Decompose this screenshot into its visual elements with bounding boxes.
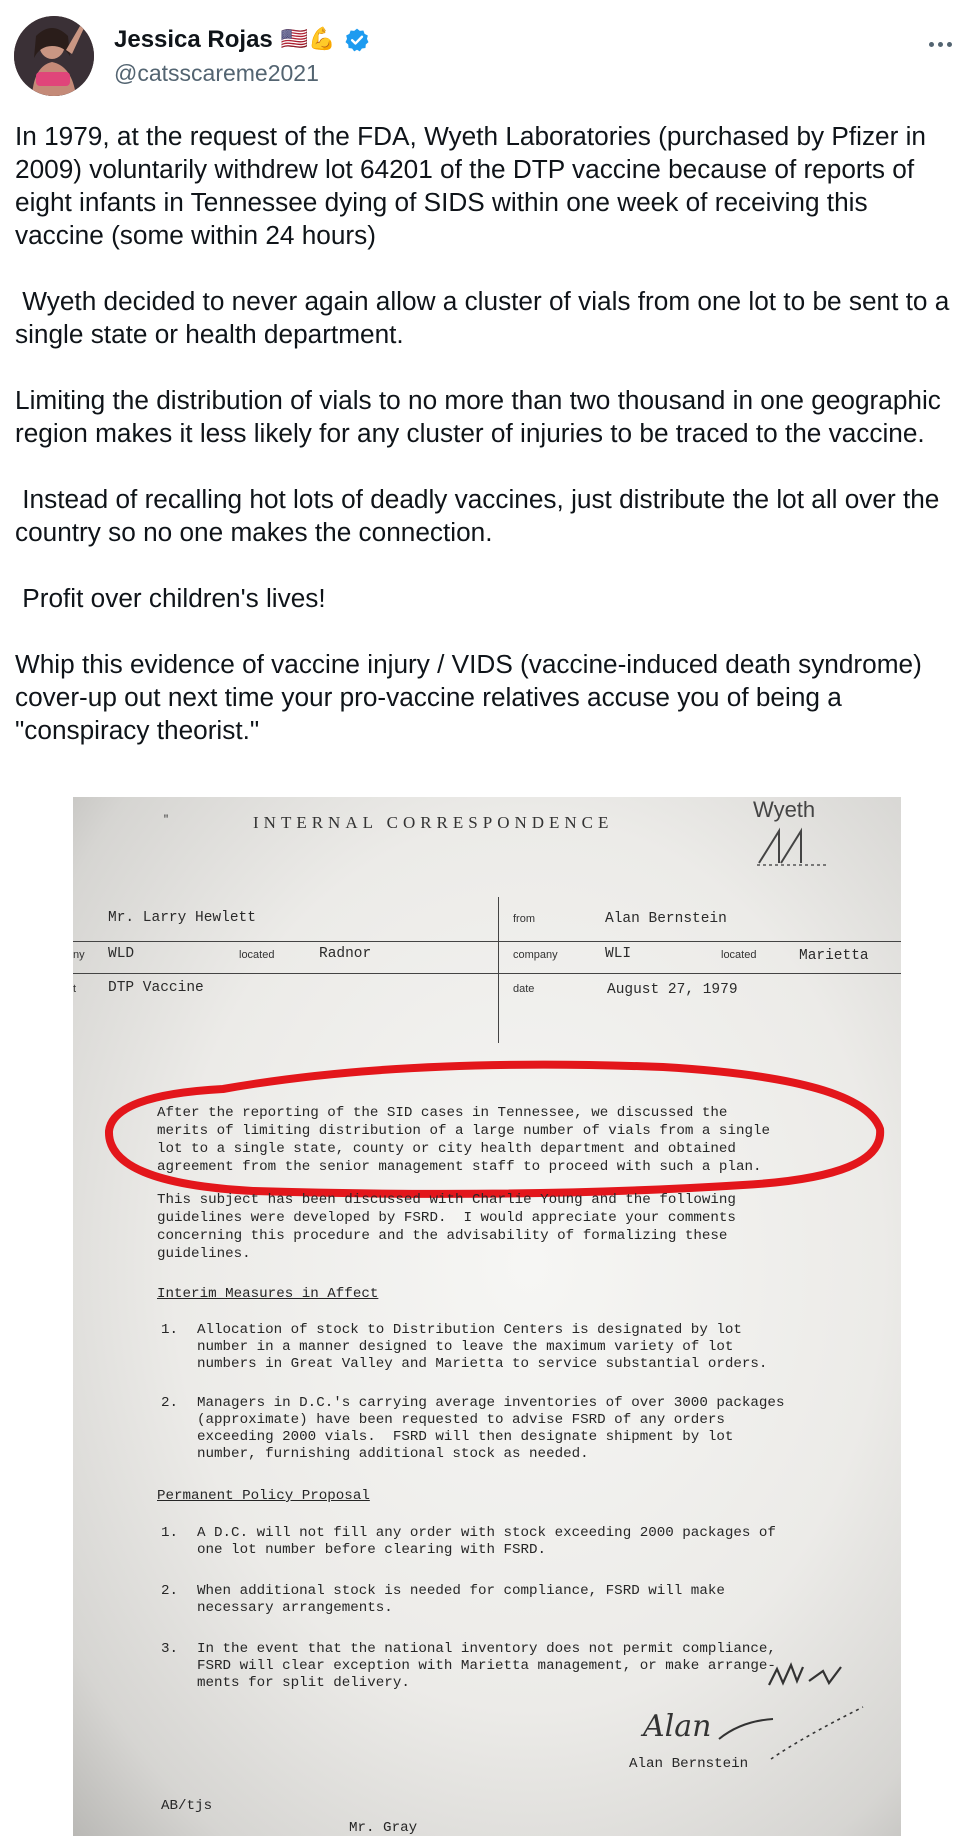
verified-badge-icon [344,27,370,53]
circled-line-2: merits of limiting distribution of a large number of vials from a single [157,1123,770,1139]
avatar[interactable] [14,16,94,96]
profile-photo [14,16,94,96]
located-label-right: located [721,949,757,961]
policy-item-1-line-2: one lot number before clearing with FSRD. [197,1542,547,1558]
name-emojis: 🇺🇸💪 [280,27,336,52]
para2-line-4: guidelines. [157,1246,251,1262]
circled-line-1: After the reporting of the SID cases in Tennessee, we discussed the [157,1105,728,1121]
date: August 27, 1979 [607,982,738,998]
policy-item-2-line-2: necessary arrangements. [197,1600,393,1616]
date-label: date [513,983,535,995]
interim-item-1-line-3: numbers in Great Valley and Marietta to service substantial orders. [197,1356,768,1372]
interim-heading: Interim Measures in Affect [157,1286,379,1302]
company-label-right: company [513,949,558,961]
name-row [114,24,370,56]
para2-line-2: guidelines were developed by FSRD. I would appreciate your comments [157,1210,736,1226]
circled-line-4: agreement from the senior management staff to proceed with such a plan. [157,1159,762,1175]
subject: DTP Vaccine [108,980,204,996]
policy-item-1-num: 1. [161,1525,179,1541]
policy-heading: Permanent Policy Proposal [157,1488,370,1504]
policy-item-3-line-1: In the event that the national inventory does not permit compliance, [197,1641,776,1657]
doc-vertical-divider [498,897,499,1043]
interim-item-2-line-3: exceeding 2000 vials. FSRD will then designate shipment by lot [197,1429,734,1445]
circled-line-3: lot to a single state, county or city health department and obtained [157,1141,736,1157]
handwritten-dashes [763,1697,873,1767]
policy-item-3-num: 3. [161,1641,179,1657]
policy-item-3-line-3: ments for split delivery. [197,1675,410,1691]
tweet-text: In 1979, at the request of the FDA, Wyeth Laboratories (purchased by Pfizer in 2009) voluntarily withdrew lot 64201 of the DTP vaccine because of reports of eight infants in Tennessee dying of SIDS within one week of receiving this vaccine (some within 24 hours) Wyeth decided to never again allow a cluster of vials from one lot to be sent to a single state or health department. Limiting the distribution of vials to no more than two thousand in one geographic region makes it less likely for any cluster of injuries to be traced to the vaccine. Instead of recalling hot lots of deadly vaccines, just distribute the lot all over the country so no one makes the connection. Profit over children's lives! Whip this evidence of vaccine injury / VIDS (vaccine-induced death syndrome) cover-up out next time your pro-vaccine relatives accuse you of being a "conspiracy theorist." [15,121,950,745]
interim-item-1-line-2: number in a manner designed to leave the maximum variety of lot [197,1339,734,1355]
para2-line-3: concerning this procedure and the advisability of formalizing these [157,1228,728,1244]
initials: AB/tjs [161,1798,213,1814]
wyeth-logo-text: Wyeth [753,797,816,822]
subject-label-left: t [73,983,77,995]
wyeth-logo-icon [753,823,833,869]
tweet-header [14,14,958,96]
doc-rule-left-2 [73,973,498,974]
cc-name: Mr. Gray [349,1820,418,1836]
company-label-left: ny [73,949,85,961]
doc-rule-left-1 [73,941,498,942]
interim-item-2-line-2: (approximate) have been requested to advise FSRD of any orders [197,1412,725,1428]
signature: Alan [643,1709,712,1744]
interim-item-2-num: 2. [161,1395,179,1411]
handwritten-scribble-icon [763,1657,873,1697]
interim-item-1-num: 1. [161,1322,179,1338]
policy-item-3-line-2: FSRD will clear exception with Marietta management, or make arrange- [197,1658,776,1674]
signer-name: Alan Bernstein [629,1756,749,1772]
red-circle-annotation [103,1059,893,1207]
doc-rule-right-2 [498,973,901,974]
from-label: from [513,913,535,925]
policy-item-2-line-1: When additional stock is needed for compliance, FSRD will make [197,1583,725,1599]
attached-document-image[interactable]: INTERNAL CORRESPONDENCE " Wyeth Mr. Larry Hewlett ny WLD located Radnor t DTP Vaccine from Alan Bernstein company WLI located Marietta date August 27, 1979 After the reporting of the SID cases in Tennessee, we discussed the merits of limiting distribution of a large number of vials from a single lot to a single state, county or city health department and obtained agreement from the senior management staff to proceed with such a plan. This subject has been discussed with Charlie Young and the following guidelines were developed by FSRD. I would appreciate your comments concerning this procedure and the advisability of formalizing these guidelines. Interim Measures in Affect 1. Allocation of stock to Distribution Centers is designated by lot number in a manner designed to leave the maximum variety of lot numbers in Great Valley and Marietta to service substantial orders. 2. Managers in D.C.'s carrying average inventories of over 3000 packages (approximate) have been requested to advise FSRD of any orders exceeding 2000 vials. FSRD will then designate shipment by lot number, furnishing additional stock as needed. Permanent Policy Proposal 1. A D.C. will not fill any order with stock exceeding 2000 packages of one lot number before clearing with FSRD. 2. When additional stock is needed for compliance, FSRD will make necessary arrangements. 3. In the event that the national inventory does not permit compliance, FSRD will clear exception with Marietta management, or make arrange- ments for split delivery. Alan Alan Bernstein AB/tjs Mr. Gray [73,797,901,1836]
policy-item-2-num: 2. [161,1583,179,1599]
doc-rule-right-1 [498,941,901,942]
interim-item-1-line-1: Allocation of stock to Distribution Centers is designated by lot [197,1322,742,1338]
author-handle[interactable]: @catsscareme2021 [114,60,319,86]
interim-item-2-line-1: Managers in D.C.'s carrying average inventories of over 3000 packages [197,1395,785,1411]
policy-item-1-line-1: A D.C. will not fill any order with stock exceeding 2000 packages of [197,1525,776,1541]
more-options-icon[interactable] [922,32,958,56]
located-left: Radnor [319,946,372,962]
company-left: WLD [108,946,135,962]
to-name: Mr. Larry Hewlett [108,910,256,926]
interim-item-2-line-4: number, furnishing additional stock as needed. [197,1446,589,1462]
from-name: Alan Bernstein [605,911,727,927]
para2-line-1: This subject has been discussed with Charlie Young and the following [157,1192,736,1208]
author-name[interactable]: Jessica Rojas [114,26,273,53]
located-right: Marietta [799,948,869,964]
located-label-left: located [239,949,275,961]
company-right: WLI [605,946,632,962]
doc-header: INTERNAL CORRESPONDENCE [253,813,614,832]
